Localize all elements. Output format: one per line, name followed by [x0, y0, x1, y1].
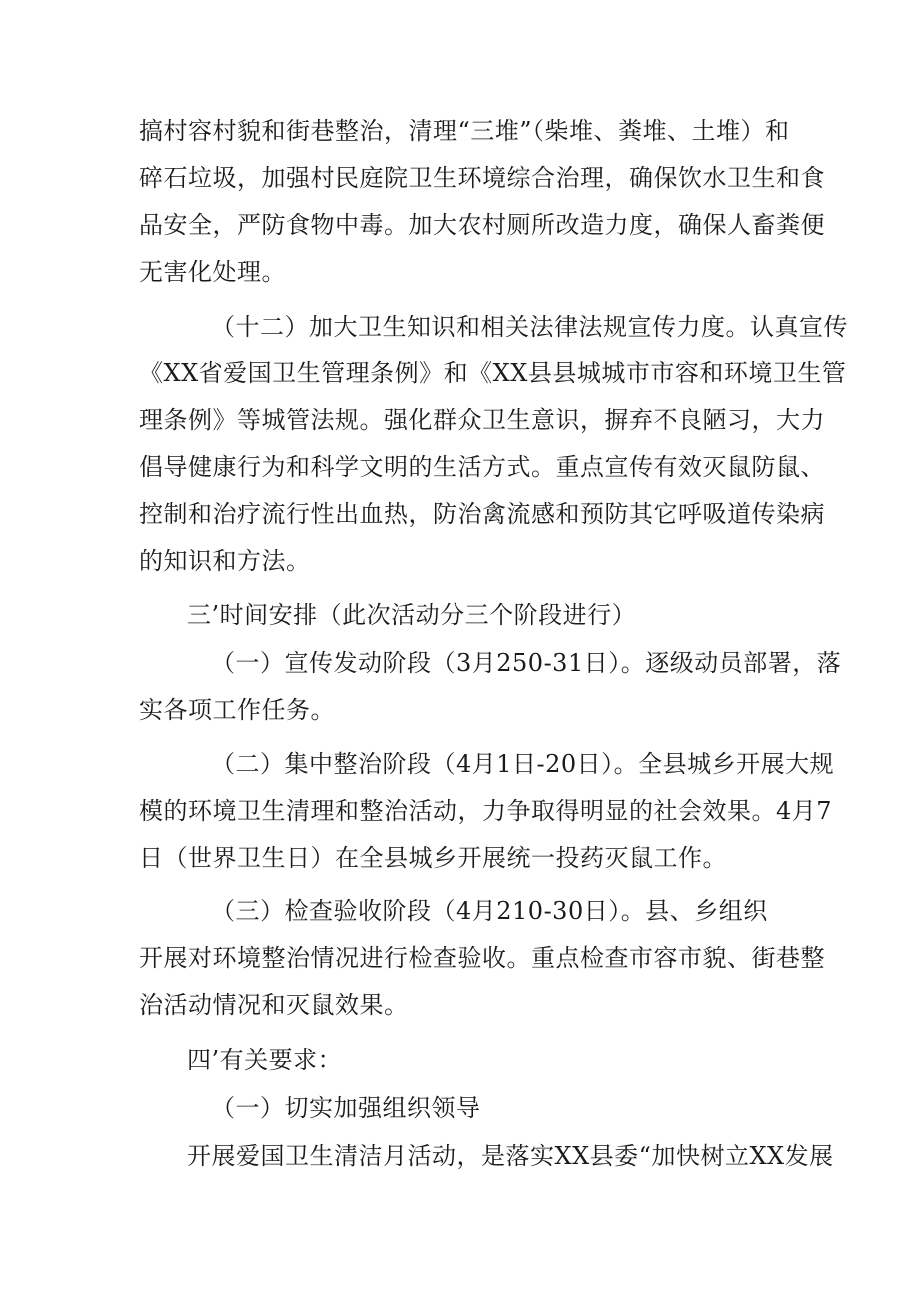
text-line: 碎石垃圾，加强村民庭院卫生环境综合治理，确保饮水卫生和食	[139, 164, 825, 192]
stage-heading-1: （一）宣传发动阶段（3月250-31日）。逐级动员部署，落	[211, 649, 842, 677]
text-line: 无害化处理。	[139, 258, 286, 286]
text-line: 控制和治疗流行性出血热，防治禽流感和预防其它呼吸道传染病	[139, 500, 825, 528]
stage-heading-2: （二）集中整治阶段（4月1日-20日）。全县城乡开展大规	[211, 750, 835, 778]
section-heading-3: 三’时间安排（此次活动分三个阶段进行）	[187, 601, 637, 629]
paragraph-heading-12: （十二）加大卫生知识和相关法律法规宣传力度。认真宣传	[211, 313, 848, 341]
text-line: 开展对环境整治情况进行检查验收。重点检查市容市貌、街巷整	[139, 944, 825, 972]
text-line: 品安全，严防食物中毒。加大农村厕所改造力度，确保人畜粪便	[139, 211, 825, 239]
stage-heading-3: （三）检查验收阶段（4月210-30日）。县、乡组织	[211, 897, 768, 925]
text-line: 日（世界卫生日）在全县城乡开展统一投药灭鼠工作。	[139, 844, 727, 872]
text-line: 模的环境卫生清理和整治活动，力争取得明显的社会效果。4月7	[139, 797, 833, 825]
section-heading-4: 四’有关要求：	[187, 1046, 343, 1074]
text-line: 治活动情况和灭鼠效果。	[139, 991, 409, 1019]
text-line: 倡导健康行为和科学文明的生活方式。重点宣传有效灭鼠防鼠、	[139, 453, 825, 481]
text-line: 理条例》等城管法规。强化群众卫生意识，摒弃不良陋习，大力	[139, 406, 825, 434]
text-line: 的知识和方法。	[139, 547, 311, 575]
text-line: 实各项工作任务。	[139, 696, 335, 724]
text-line: 《XX省爱国卫生管理条例》和《XX县县城城市市容和环境卫生管	[139, 359, 847, 387]
text-line: 开展爱国卫生清洁月活动，是落实XX县委“加快树立XX发展	[187, 1142, 834, 1170]
text-line: 搞村容村貌和街巷整治，清理“三堆”（柴堆、粪堆、土堆）和	[139, 117, 790, 145]
requirement-heading-1: （一）切实加强组织领导	[211, 1094, 481, 1122]
